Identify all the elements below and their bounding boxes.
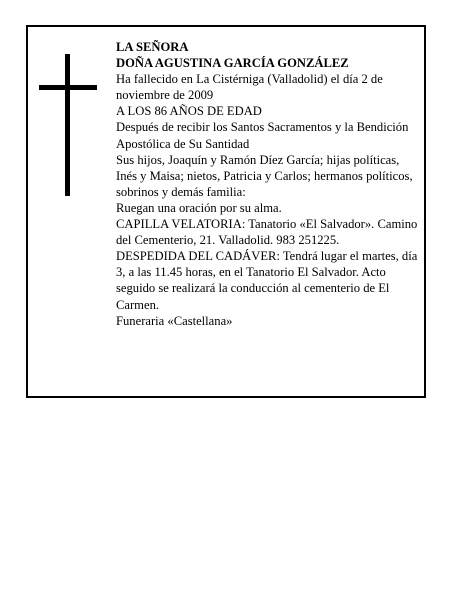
notice-title: LA SEÑORA xyxy=(116,40,189,54)
family-line: Sus hijos, Joaquín y Ramón Díez García; hijas políticas, Inés y Maisa; nietos, Patricia y Carlos; hermanos políticos, sobrinos y demás familia: xyxy=(116,152,413,199)
cross-vertical-bar xyxy=(65,54,70,196)
latin-cross-icon xyxy=(39,54,97,196)
age-line: A LOS 86 AÑOS DE EDAD xyxy=(116,104,262,119)
prayer-line: Ruegan una oración por su alma. xyxy=(116,200,282,215)
deceased-name: DOÑA AGUSTINA GARCÍA GONZÁLEZ xyxy=(116,56,349,71)
farewell-info: DESPEDIDA DEL CADÁVER: Tendrá lugar el martes, día 3, a las 11.45 horas, en el Tanatorio El Salvador. Acto seguido se realizará la conducción al cementerio de El Carmen. xyxy=(116,249,418,312)
chapel-info: CAPILLA VELATORIA: Tanatorio «El Salvador». Camino del Cementerio, 21. Valladolid. 983 251225. xyxy=(116,217,418,248)
sacraments-line: Después de recibir los Santos Sacramentos y la Bendición Apostólica de Su Santidad xyxy=(116,120,409,151)
obituary-notice xyxy=(26,25,426,398)
death-info: Ha fallecido en La Cistérniga (Valladolid) el día 2 de noviembre de 2009 xyxy=(116,72,383,103)
cross-horizontal-bar xyxy=(39,85,97,90)
notice-text-block xyxy=(116,39,422,329)
funeral-home: Funeraria «Castellana» xyxy=(116,313,233,328)
